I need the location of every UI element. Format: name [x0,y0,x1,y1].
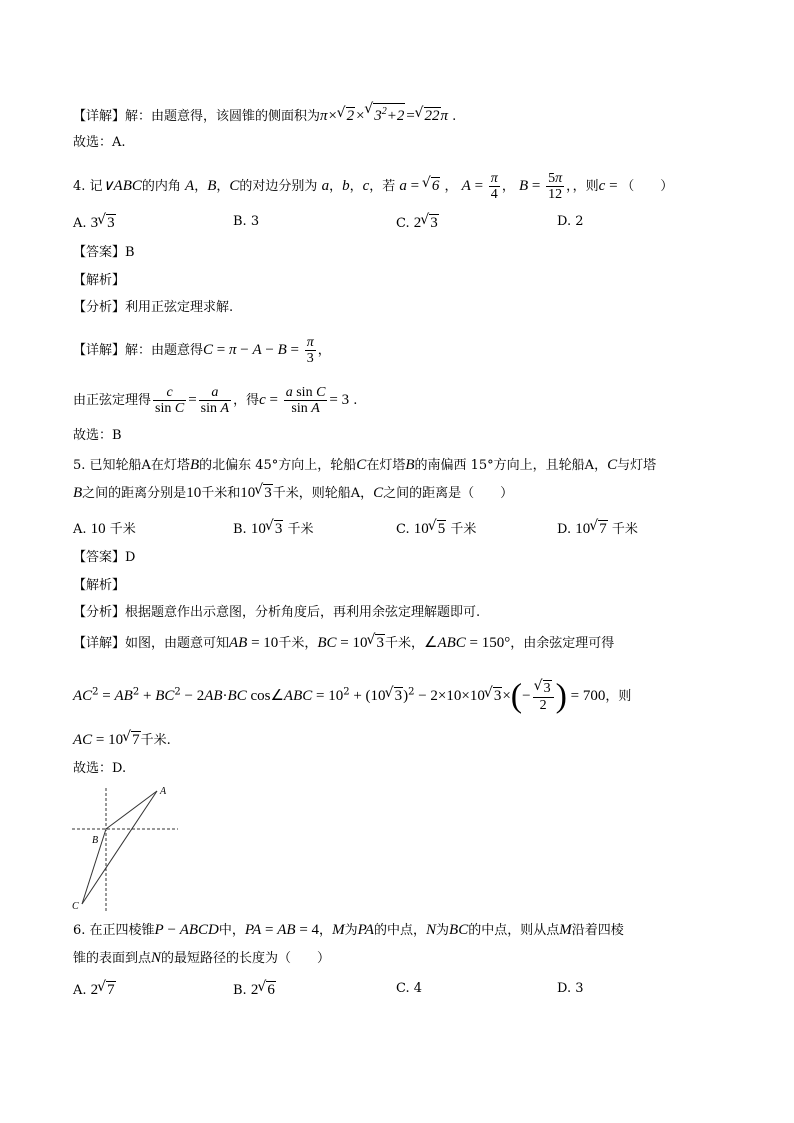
figure-label-b: B [92,835,99,846]
q5-analysis-head: 【解析】 [73,578,126,593]
q3-select: 故选：A. [73,135,126,150]
q6-stem-line1: 6. 在正四棱锥P − ABCD中，PA = AB = 4，M为PA的中点，N为BC的中点，则从点M沿着四棱 [73,922,624,938]
q6-stem-line2: 锥的表面到点N的最短路径的长度为（ ） [73,950,331,966]
q5-option-d: D. 10√ 7 千米 [557,518,638,538]
q5-option-c: C. 10√ 5 千米 [396,518,476,538]
q5-answer: 【答案】D [73,550,136,565]
q4-analysis-head: 【解析】 [73,273,126,288]
q3-formula: π×√ 2×√ $3^2+2=√$ 22π [320,108,448,124]
q6-option-a: A. 2√ 7 [73,981,116,999]
q5-result: AC = 10√ 7千米. [73,731,171,750]
q5-detail: 【详解】如图，由题意可知AB = 10千米，BC = 10√ 3千米，∠ABC = 150°，由余弦定理可得 [73,634,614,653]
q6-option-c: C. 4 [396,981,423,996]
q4-stem: 4. 记∨ABC的内角 A，B，C的对边分别为 a，b，c，若 a = √ 6 ， A = $\frac{\pi}{4}$ ， B = $\frac{5\pi}{12}$ ，，则c = （ ） [73,171,673,202]
q5-stem-line1: 5. 已知轮船A在灯塔B的北偏东 45°方向上，轮船C在灯塔B的南偏西 15°方向上，且轮船A，C与灯塔 [73,457,657,473]
q5-stem-line2: B之间的距离分别是10千米和10√ 3千米，则轮船A，C之间的距离是（ ） [73,484,513,503]
q5-analysis: 【分析】根据题意作出示意图，分析角度后，再利用余弦定理解题即可. [73,605,481,620]
q5-option-a: A. 10 千米 [73,521,136,537]
q4-detail: 【详解】解：由题意得C = π − A − B = $\frac{\pi}{3}$ ， [73,335,331,366]
q6-option-d: D. 3 [557,981,584,996]
q4-option-a: A. 3√ 3 [73,214,116,232]
q5-select: 故选：D. [73,761,127,776]
q6-option-b: B. 2√ 6 [233,981,276,999]
q5-option-b: B. 10√ 3 千米 [233,518,313,538]
q3-detail: 【详解】解：由题意得，该圆锥的侧面积为π×√ 2×√ $3^2+2=√$ 22π . [73,103,456,126]
q4-option-c: C. 2√ 3 [396,214,439,232]
segment-ba [106,791,157,829]
q5-figure [70,785,185,913]
q4-law: 由正弦定理得 $\frac{c}{\text{sin C}}$ = $\frac{a}{\text{sin A}}$ ，得c = $\frac{\text{a sin C}}{\text{sin A}}$ = 3 . [73,385,358,416]
segment-ac [82,791,157,904]
figure-label-a: A [160,786,167,797]
q4-select: 故选：B [73,428,122,443]
q4-option-b: B. 3 [233,214,260,229]
figure-label-c: C [72,901,79,912]
q5-cosine-law: $AC^2 = AB^2 + BC^2 - 2AB\cdot BC$ cos∠ABC = $10^2 + (10√$ 3)$^2$ − 2×10×10√ 3×(− √ $\frac{3}{2}$ ) = 700，则 [73,680,631,713]
q4-answer: 【答案】B [73,245,135,260]
q4-analysis: 【分析】利用正弦定理求解. [73,300,234,315]
q4-option-d: D. 2 [557,214,584,229]
